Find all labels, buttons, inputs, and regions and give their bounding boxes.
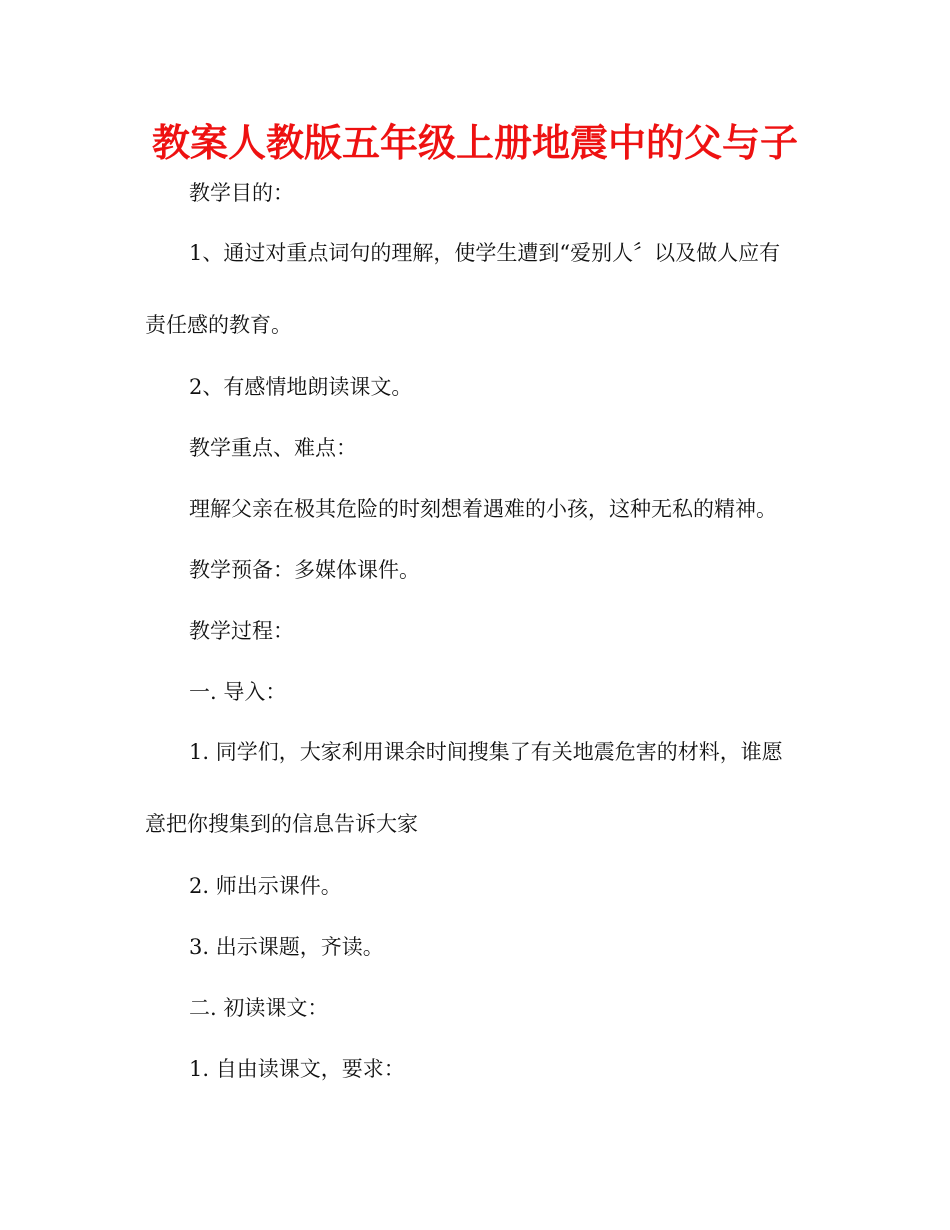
paragraph-line: 一. 导入： <box>189 680 287 704</box>
paragraph-line: 1. 自由读课文，要求： <box>189 1057 405 1081</box>
paragraph-line: 教学重点、难点： <box>189 436 357 460</box>
paragraph-line: 1. 同学们，大家利用课余时间搜集了有关地震危害的材料，谁愿 <box>189 740 783 764</box>
paragraph-line: 意把你搜集到的信息告诉大家 <box>145 812 418 836</box>
paragraph-line: 教学目的： <box>189 181 294 205</box>
paragraph-line: 教学预备：多媒体课件。 <box>189 558 420 582</box>
paragraph-line: 教学过程： <box>189 619 294 643</box>
paragraph-line: 责任感的教育。 <box>145 313 292 337</box>
document-title: 教案人教版五年级上册地震中的父与子 <box>151 121 798 165</box>
paragraph-line: 二. 初读课文： <box>189 996 329 1020</box>
paragraph-line: 理解父亲在极其危险的时刻想着遇难的小孩，这种无私的精神。 <box>189 497 777 521</box>
paragraph-line: 2、有感情地朗读课文。 <box>189 375 413 399</box>
paragraph-line: 3. 出示课题，齐读。 <box>189 935 384 959</box>
paragraph-line: 2. 师出示课件。 <box>189 874 342 898</box>
paragraph-line: 1、通过对重点词句的理解，使学生遭到“爱别人〞以及做人应有 <box>189 241 781 265</box>
